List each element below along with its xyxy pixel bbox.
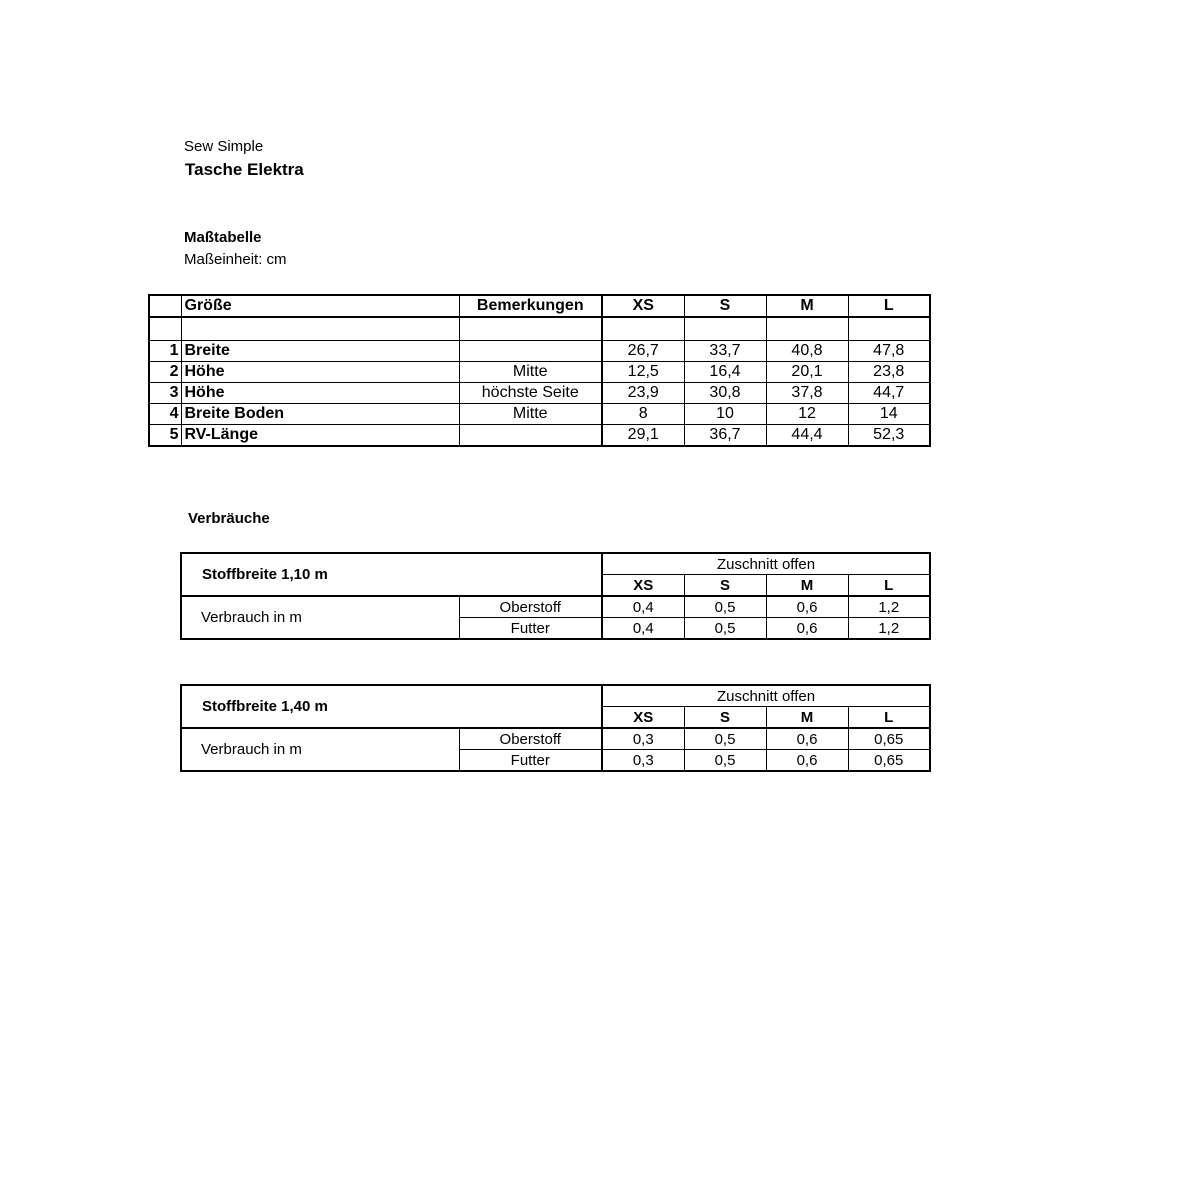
material-label: Futter [459, 618, 602, 640]
value-m: 0,6 [766, 750, 848, 772]
value-l: 0,65 [848, 750, 930, 772]
table-row [181, 728, 930, 750]
material-label: Oberstoff [459, 596, 602, 618]
row-name: RV-Länge [181, 425, 459, 447]
value-xs: 23,9 [602, 383, 684, 404]
row-number: 3 [149, 383, 181, 404]
size-table [148, 294, 931, 447]
value-xs: 26,7 [602, 341, 684, 362]
table-row [181, 596, 930, 618]
document-title: Tasche Elektra [185, 160, 304, 179]
size-table-title: Maßtabelle [184, 229, 262, 246]
usage-label: Verbrauch in m [181, 596, 459, 639]
row-number: 1 [149, 341, 181, 362]
value-xs: 12,5 [602, 362, 684, 383]
row-name: Breite [181, 341, 459, 362]
value-s: 30,8 [684, 383, 766, 404]
fabric-width-label: Stoffbreite 1,40 m [181, 685, 602, 728]
value-m: 0,6 [766, 618, 848, 640]
cut-label: Zuschnitt offen [602, 553, 930, 575]
empty-row [149, 317, 930, 341]
header-notes: Bemerkungen [459, 295, 602, 317]
table-row [149, 425, 930, 447]
table-row [149, 362, 930, 383]
value-m: 0,6 [766, 728, 848, 750]
cut-label: Zuschnitt offen [602, 685, 930, 707]
value-m: 44,4 [766, 425, 848, 447]
size-xs: XS [602, 707, 684, 729]
value-s: 0,5 [684, 596, 766, 618]
table-row [149, 383, 930, 404]
value-m: 20,1 [766, 362, 848, 383]
value-xs: 8 [602, 404, 684, 425]
value-xs: 0,4 [602, 618, 684, 640]
row-number: 4 [149, 404, 181, 425]
value-l: 44,7 [848, 383, 930, 404]
value-m: 40,8 [766, 341, 848, 362]
header-xs: XS [602, 295, 684, 317]
value-s: 33,7 [684, 341, 766, 362]
value-xs: 0,3 [602, 750, 684, 772]
value-l: 14 [848, 404, 930, 425]
value-s: 0,5 [684, 750, 766, 772]
consumption-title: Verbräuche [188, 510, 270, 527]
size-l: L [848, 707, 930, 729]
value-s: 16,4 [684, 362, 766, 383]
value-l: 47,8 [848, 341, 930, 362]
header-m: M [766, 295, 848, 317]
value-l: 52,3 [848, 425, 930, 447]
value-l: 1,2 [848, 596, 930, 618]
value-s: 0,5 [684, 618, 766, 640]
size-s: S [684, 575, 766, 597]
table-row [149, 341, 930, 362]
value-m: 12 [766, 404, 848, 425]
row-note: Mitte [459, 362, 602, 383]
row-number: 5 [149, 425, 181, 447]
value-xs: 29,1 [602, 425, 684, 447]
size-s: S [684, 707, 766, 729]
value-m: 37,8 [766, 383, 848, 404]
fabric-width-label: Stoffbreite 1,10 m [181, 553, 602, 596]
size-table-header-row [149, 295, 930, 317]
value-s: 10 [684, 404, 766, 425]
value-l: 1,2 [848, 618, 930, 640]
value-xs: 0,4 [602, 596, 684, 618]
brand-name: Sew Simple [184, 138, 264, 155]
value-xs: 0,3 [602, 728, 684, 750]
header-size: Größe [181, 295, 459, 317]
row-name: Höhe [181, 362, 459, 383]
size-m: M [766, 707, 848, 729]
table-row [149, 404, 930, 425]
size-xs: XS [602, 575, 684, 597]
row-note: Mitte [459, 404, 602, 425]
consumption-table-140 [180, 684, 931, 772]
material-label: Oberstoff [459, 728, 602, 750]
header-s: S [684, 295, 766, 317]
size-l: L [848, 575, 930, 597]
usage-label: Verbrauch in m [181, 728, 459, 771]
row-note [459, 425, 602, 447]
consumption-table-110 [180, 552, 931, 640]
row-note: höchste Seite [459, 383, 602, 404]
size-m: M [766, 575, 848, 597]
row-name: Breite Boden [181, 404, 459, 425]
unit-label: Maßeinheit: cm [184, 251, 287, 268]
row-name: Höhe [181, 383, 459, 404]
value-m: 0,6 [766, 596, 848, 618]
value-l: 0,65 [848, 728, 930, 750]
header-l: L [848, 295, 930, 317]
header-num-cell [149, 295, 181, 317]
value-s: 0,5 [684, 728, 766, 750]
value-l: 23,8 [848, 362, 930, 383]
row-note [459, 341, 602, 362]
value-s: 36,7 [684, 425, 766, 447]
row-number: 2 [149, 362, 181, 383]
material-label: Futter [459, 750, 602, 772]
